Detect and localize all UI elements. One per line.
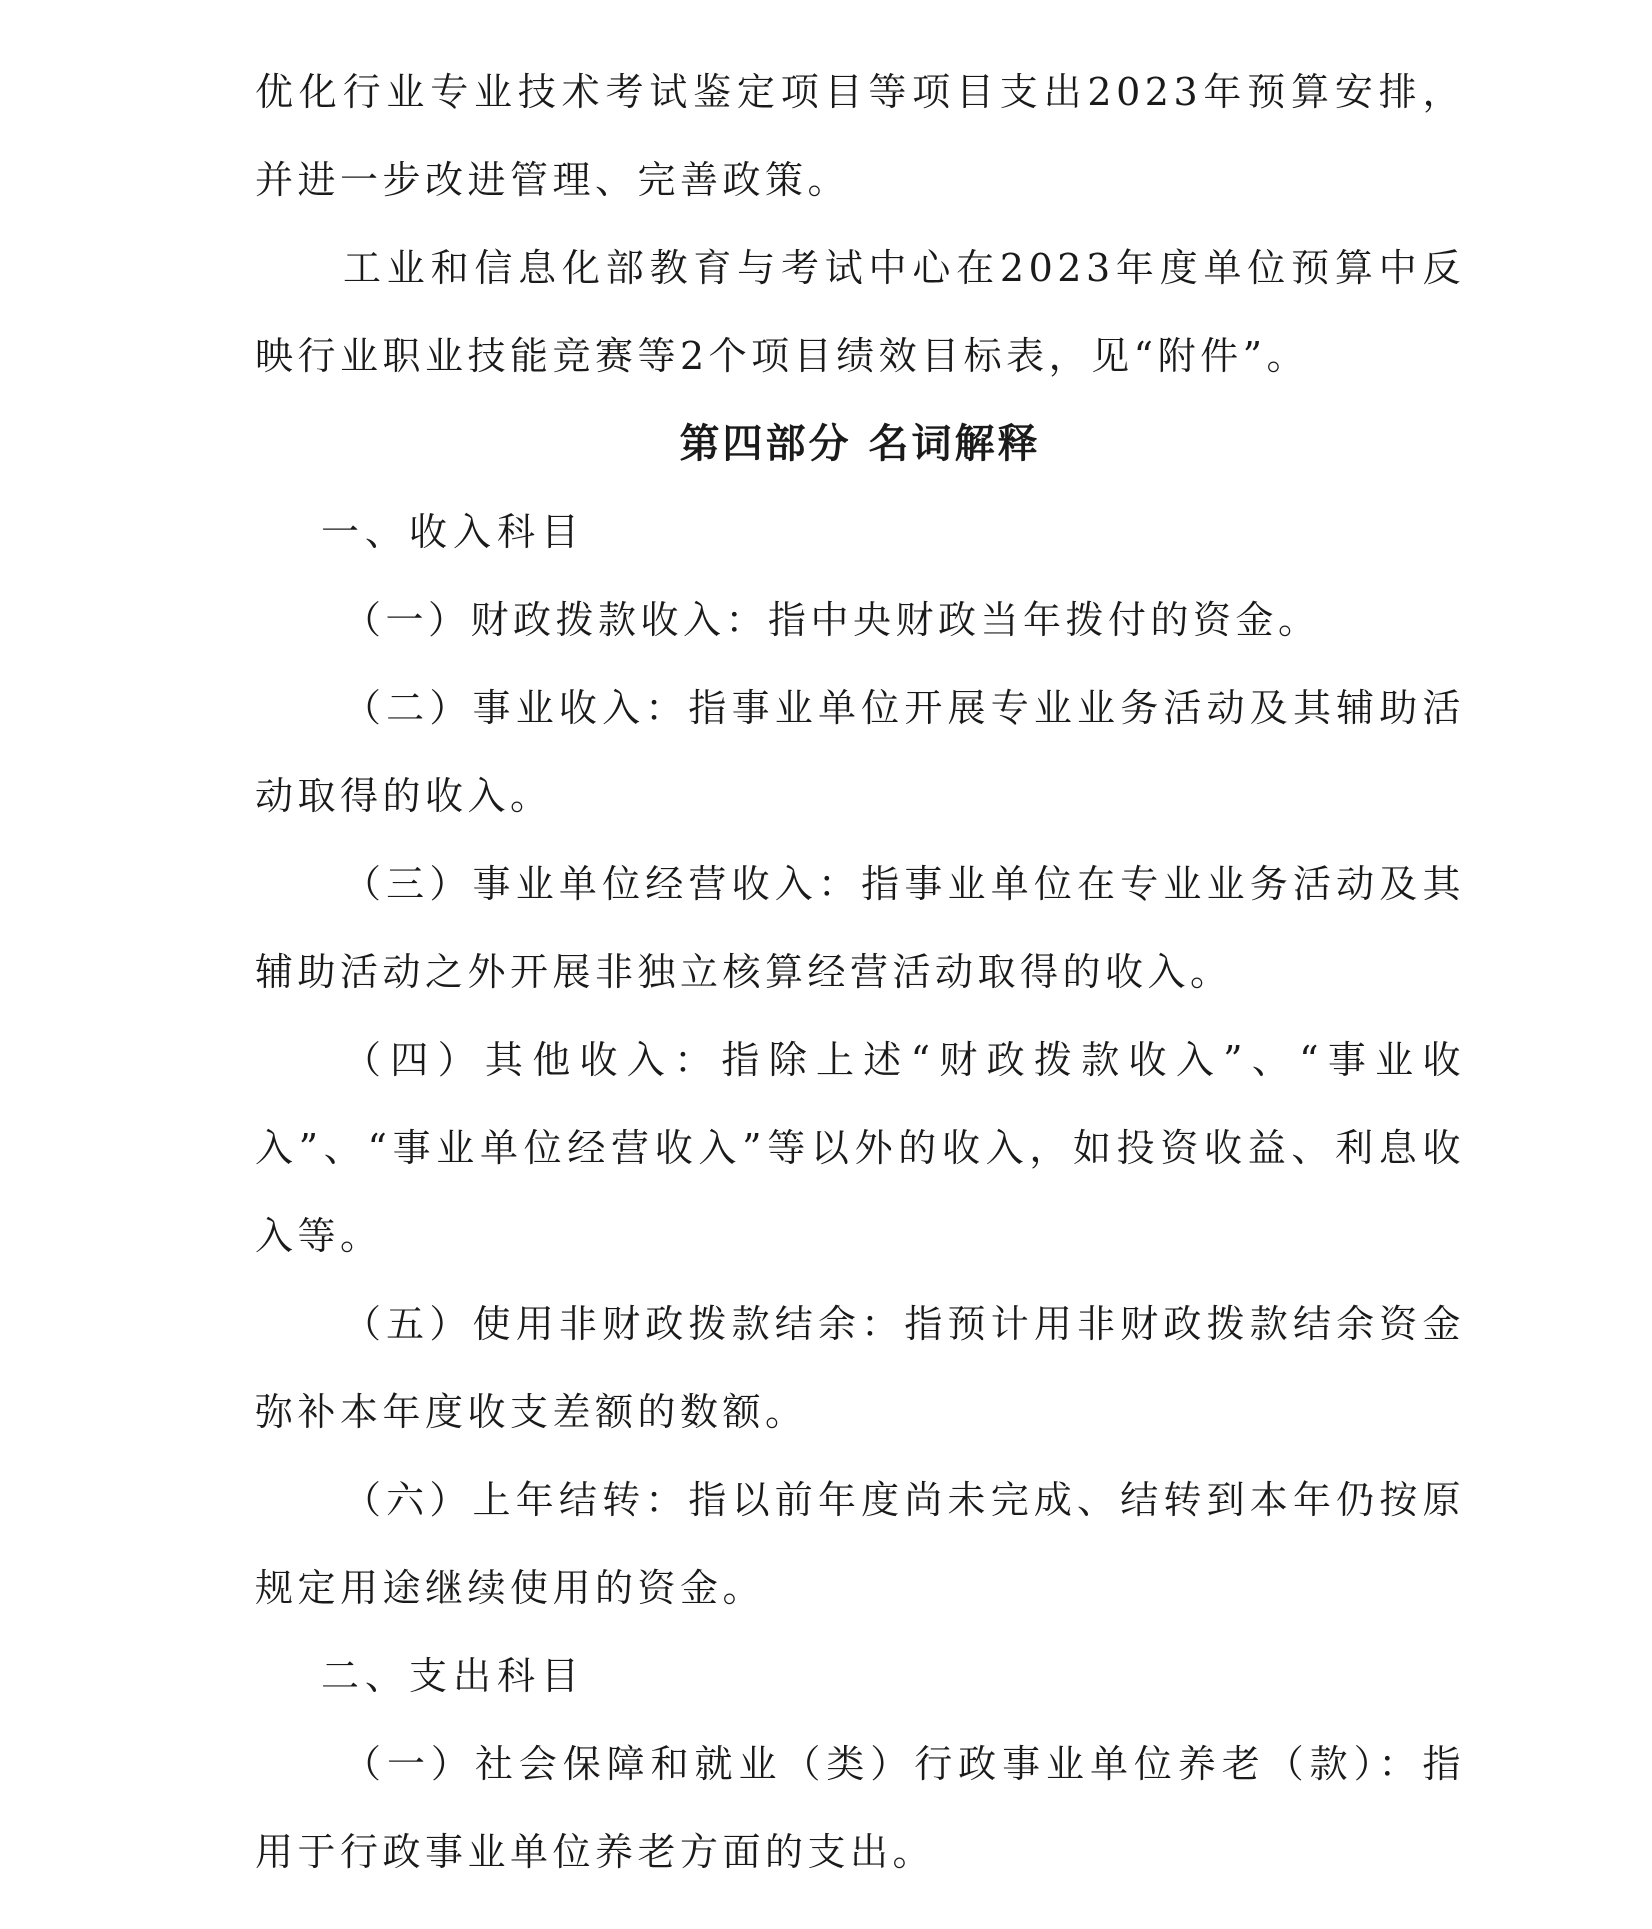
part-four-heading: 第四部分 名词解释 xyxy=(679,421,1041,467)
income-item-other-income: （四）其他收入：指除上述“财政拨款收入”、“事业收入”、“事业单位经营收入”等以外的收入，如投资收益、利息收入等。 xyxy=(255,1038,1465,1258)
income-item-prior-year-carryover: （六）上年结转：指以前年度尚未完成、结转到本年仍按原规定用途继续使用的资金。 xyxy=(255,1478,1465,1610)
income-section-title: 一、收入科目 xyxy=(321,510,586,554)
income-item-business-income: （二）事业收入：指事业单位开展专业业务活动及其辅助活动取得的收入。 xyxy=(255,686,1465,818)
expense-section-title: 二、支出科目 xyxy=(321,1654,586,1698)
paragraph-budget-continuation: 优化行业专业技术考试鉴定项目等项目支出2023年预算安排，并进一步改进管理、完善政策。 xyxy=(255,70,1465,202)
income-item-fiscal-appropriation: （一）财政拨款收入：指中央财政当年拨付的资金。 xyxy=(343,598,1321,642)
income-item-operating-income: （三）事业单位经营收入：指事业单位在专业业务活动及其辅助活动之外开展非独立核算经营活动取得的收入。 xyxy=(255,862,1465,994)
expense-item-pension: （一）社会保障和就业（类）行政事业单位养老（款）：指用于行政事业单位养老方面的支出。 xyxy=(255,1742,1465,1874)
paragraph-project-targets: 工业和信息化部教育与考试中心在2023年度单位预算中反映行业职业技能竞赛等2个项目绩效目标表，见“附件”。 xyxy=(255,246,1465,378)
income-item-non-fiscal-surplus: （五）使用非财政拨款结余：指预计用非财政拨款结余资金弥补本年度收支差额的数额。 xyxy=(255,1302,1465,1434)
document-page xyxy=(255,48,1465,1896)
